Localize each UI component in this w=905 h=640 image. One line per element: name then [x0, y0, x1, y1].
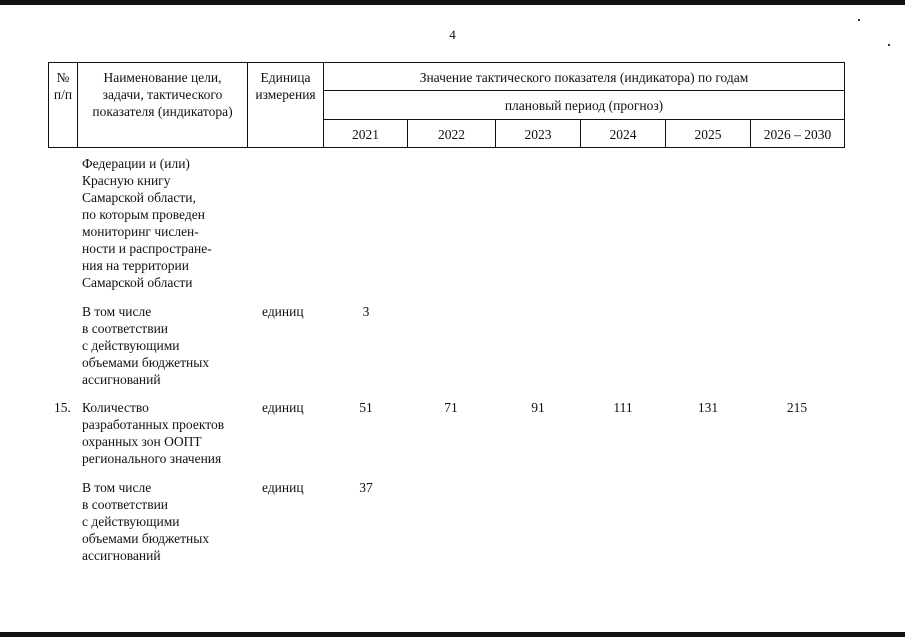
header-year-2022: 2022 [407, 119, 496, 148]
page-number: 4 [449, 27, 456, 42]
row-name: В том числе в соответствии с действующими объемами бюджетных ассигнований [82, 304, 210, 387]
row-name: В том числе в соответствии с действующими объемами бюджетных ассигнований [82, 480, 210, 563]
row-value-2021: 3 [362, 304, 370, 319]
row-name: Федерации и (или) Красную книгу Самарской области, по которым проведен мониторинг числен- ности и распростране- ния на территории Самарской области [82, 156, 212, 290]
header-cell-value: Значение тактического показателя (индикатора) по годам [323, 62, 845, 91]
row-value-2025: 131 [697, 400, 719, 415]
header-cell-unit: Единица измерения [247, 62, 324, 148]
row-value-2022: 71 [444, 400, 458, 415]
row-value-2021: 37 [359, 480, 373, 495]
header-year-2025: 2025 [665, 119, 751, 148]
header-year-2024: 2024 [580, 119, 666, 148]
row-unit: единиц [262, 480, 304, 495]
row-number: 15. [54, 400, 71, 415]
header-year-2026-2030: 2026 – 2030 [750, 119, 845, 148]
header-cell-num: № п/п [48, 62, 78, 148]
header-year-2023: 2023 [495, 119, 581, 148]
row-value-2026-2030: 215 [786, 400, 808, 415]
row-value-2021: 51 [359, 400, 373, 415]
header-cell-period: плановый период (прогноз) [323, 90, 845, 120]
row-unit: единиц [262, 400, 304, 415]
row-value-2023: 91 [531, 400, 545, 415]
row-unit: единиц [262, 304, 304, 319]
bottom-scan-border [0, 632, 905, 637]
header-year-2021: 2021 [323, 119, 408, 148]
header-cell-name: Наименование цели, задачи, тактического показателя (индикатора) [77, 62, 248, 148]
scan-speck [858, 19, 860, 21]
scan-speck [888, 44, 890, 46]
top-scan-border [0, 0, 905, 5]
row-name: Количество разработанных проектов охранных зон ООПТ регионального значения [82, 400, 225, 466]
row-value-2024: 111 [613, 400, 633, 415]
